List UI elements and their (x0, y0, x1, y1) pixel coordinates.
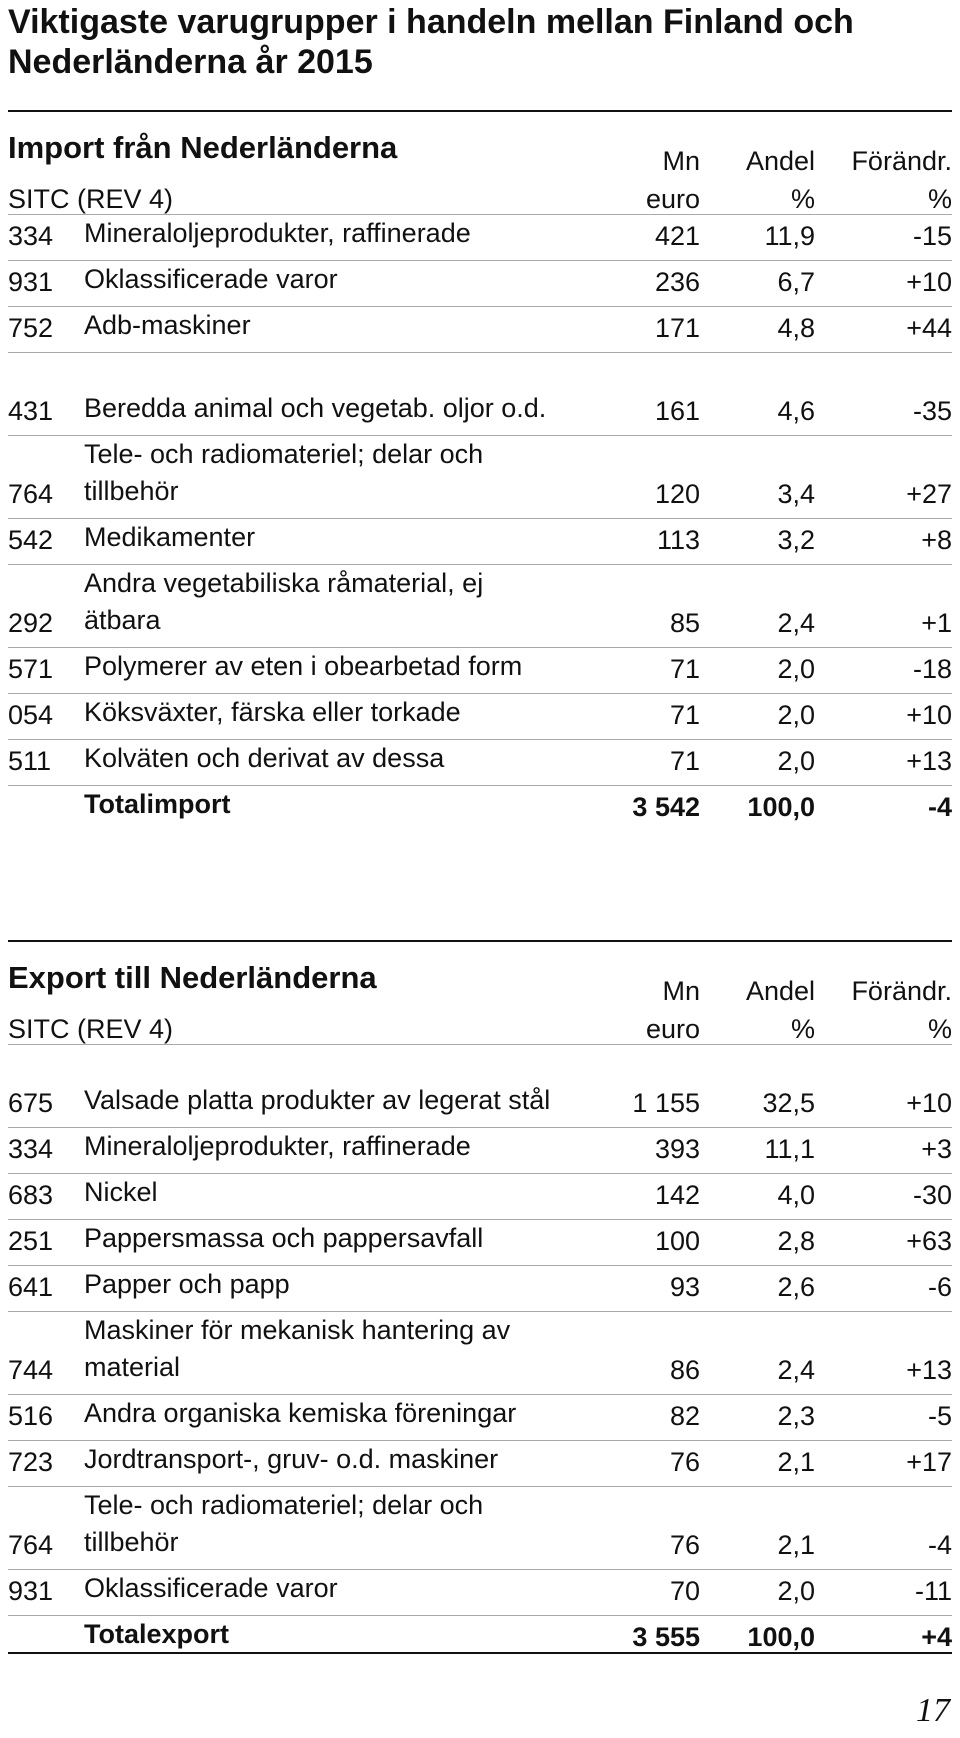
product-description: Beredda animal och vegetab. oljor o.d. (84, 393, 547, 423)
sitc-code: 723 (8, 1447, 54, 1477)
table-row (8, 1127, 952, 1173)
value-change: -6 (927, 1272, 952, 1302)
value-share: 2,1 (777, 1530, 815, 1560)
product-description: Jordtransport-, gruv- o.d. maskiner (84, 1444, 499, 1474)
col-share-label: Andel (745, 976, 815, 1006)
value-change: +13 (906, 746, 952, 776)
value-change: +8 (921, 525, 952, 555)
value-mn-euro: 86 (669, 1355, 700, 1385)
total-share: 100,0 (747, 1622, 815, 1652)
sitc-code: 251 (8, 1226, 54, 1256)
import-table-header (8, 128, 952, 214)
value-mn-euro: 82 (669, 1401, 700, 1431)
value-share: 6,7 (777, 267, 815, 297)
table-row (8, 1486, 952, 1569)
value-share: 2,0 (777, 700, 815, 730)
product-description: Polymerer av eten i obearbetad form (84, 651, 523, 681)
sitc-code: 516 (8, 1401, 54, 1431)
total-change: +4 (921, 1622, 952, 1652)
value-share: 4,0 (777, 1180, 815, 1210)
export-rows (8, 1044, 952, 1661)
product-description: Tele- och radiomateriel; delar och tillbehör (84, 1490, 484, 1557)
total-row (8, 1615, 952, 1661)
table-row (8, 1569, 952, 1615)
sitc-code: 764 (8, 479, 54, 509)
total-mn-euro: 3 542 (632, 792, 700, 822)
export-table (8, 958, 952, 1661)
value-mn-euro: 100 (654, 1226, 700, 1256)
value-mn-euro: 120 (654, 479, 700, 509)
value-change: +27 (906, 479, 952, 509)
value-change: -18 (912, 654, 952, 684)
sitc-label: SITC (REV 4) (8, 1014, 174, 1044)
product-description: Köksväxter, färska eller torkade (84, 697, 461, 727)
table-row (8, 306, 952, 352)
product-description: Oklassificerade varor (84, 1573, 338, 1603)
value-share: 3,4 (777, 479, 815, 509)
col-change-label: Förändr. (851, 146, 952, 176)
product-description: Mineraloljeprodukter, raffinerade (84, 1131, 471, 1161)
value-change: +10 (906, 1088, 952, 1118)
value-share: 4,6 (777, 396, 815, 426)
sitc-code: 752 (8, 313, 54, 343)
col-change-unit: % (927, 1014, 952, 1044)
value-change: +10 (906, 700, 952, 730)
product-description: Pappersmassa och pappersavfall (84, 1223, 484, 1253)
value-change: -35 (912, 396, 952, 426)
value-change: +3 (921, 1134, 952, 1164)
export-heading: Export till Nederländerna (8, 960, 377, 995)
value-mn-euro: 70 (669, 1576, 700, 1606)
sitc-label: SITC (REV 4) (8, 184, 174, 214)
table-row (8, 435, 952, 518)
table-row (8, 1044, 952, 1127)
product-description: Valsade platta produkter av legerat stål (84, 1085, 551, 1115)
value-change: +13 (906, 1355, 952, 1385)
product-description: Kolväten och derivat av dessa (84, 743, 445, 773)
export-table-header (8, 958, 952, 1044)
sitc-code: 764 (8, 1530, 54, 1560)
value-mn-euro: 142 (654, 1180, 700, 1210)
sitc-code: 641 (8, 1272, 54, 1302)
col-share-unit: % (790, 184, 815, 214)
product-description: Nickel (84, 1177, 158, 1207)
product-description: Mineraloljeprodukter, raffinerade (84, 218, 471, 248)
sitc-code: 542 (8, 525, 54, 555)
value-change: +44 (906, 313, 952, 343)
sitc-code: 683 (8, 1180, 54, 1210)
sitc-code: 334 (8, 221, 54, 251)
product-description: Andra vegetabiliska råmaterial, ej ätbara (84, 568, 484, 635)
value-share: 2,0 (777, 654, 815, 684)
value-mn-euro: 76 (669, 1447, 700, 1477)
value-mn-euro: 236 (654, 267, 700, 297)
table-row (8, 564, 952, 647)
col-mn-label: Mn (662, 976, 700, 1006)
table-row (8, 260, 952, 306)
product-description: Adb-maskiner (84, 310, 251, 340)
value-mn-euro: 71 (669, 700, 700, 730)
sitc-code: 054 (8, 700, 54, 730)
value-share: 32,5 (762, 1088, 815, 1118)
value-change: +10 (906, 267, 952, 297)
sitc-code: 292 (8, 608, 54, 638)
import-rows (8, 214, 952, 831)
value-change: +17 (906, 1447, 952, 1477)
sitc-code: 511 (8, 746, 52, 776)
value-mn-euro: 71 (669, 746, 700, 776)
product-description: Papper och papp (84, 1269, 290, 1299)
col-change-label: Förändr. (851, 976, 952, 1006)
value-mn-euro: 171 (654, 313, 700, 343)
value-share: 3,2 (777, 525, 815, 555)
table-row (8, 693, 952, 739)
col-mn-label: Mn (662, 146, 700, 176)
col-change-unit: % (927, 184, 952, 214)
table-row (8, 1394, 952, 1440)
bottom-rule (8, 1652, 952, 1654)
value-mn-euro: 393 (654, 1134, 700, 1164)
value-mn-euro: 85 (669, 608, 700, 638)
value-mn-euro: 421 (654, 221, 700, 251)
sitc-code: 431 (8, 396, 54, 426)
total-label: Totalimport (84, 789, 231, 819)
value-mn-euro: 161 (654, 396, 700, 426)
value-share: 2,3 (777, 1401, 815, 1431)
product-description: Tele- och radiomateriel; delar och tillbehör (84, 439, 484, 506)
total-row (8, 785, 952, 831)
import-table (8, 128, 952, 831)
value-change: -5 (927, 1401, 952, 1431)
value-share: 4,8 (777, 313, 815, 343)
value-change: -4 (927, 1530, 952, 1560)
product-description: Maskiner för mekanisk hantering av material (84, 1315, 511, 1382)
product-description: Oklassificerade varor (84, 264, 338, 294)
product-description: Medikamenter (84, 522, 256, 552)
col-mn-unit: euro (645, 1014, 700, 1044)
page-title: Viktigaste varugrupper i handeln mellan Finland och Nederländerna år 2015 (8, 3, 854, 81)
value-share: 11,1 (764, 1134, 815, 1164)
table-row (8, 739, 952, 785)
value-change: -30 (912, 1180, 952, 1210)
value-mn-euro: 1 155 (632, 1088, 700, 1118)
sitc-code: 571 (8, 654, 54, 684)
value-mn-euro: 76 (669, 1530, 700, 1560)
table-row (8, 214, 952, 260)
value-change: -15 (912, 221, 952, 251)
table-row (8, 1173, 952, 1219)
table-row (8, 647, 952, 693)
sitc-code: 931 (8, 267, 54, 297)
value-share: 2,6 (777, 1272, 815, 1302)
sitc-code: 744 (8, 1355, 54, 1385)
middle-rule (8, 940, 952, 942)
value-mn-euro: 113 (656, 525, 700, 555)
table-row (8, 1440, 952, 1486)
col-mn-unit: euro (645, 184, 700, 214)
import-heading: Import från Nederländerna (8, 130, 398, 165)
page-number: 17 (916, 1692, 950, 1729)
table-row (8, 352, 952, 435)
value-share: 2,0 (777, 746, 815, 776)
value-mn-euro: 93 (669, 1272, 700, 1302)
value-share: 11,9 (764, 221, 815, 251)
value-change: +1 (921, 608, 952, 638)
sitc-code: 931 (8, 1576, 54, 1606)
value-share: 2,1 (777, 1447, 815, 1477)
col-share-label: Andel (745, 146, 815, 176)
top-rule (8, 110, 952, 112)
value-share: 2,4 (777, 608, 815, 638)
total-share: 100,0 (747, 792, 815, 822)
table-row (8, 1265, 952, 1311)
value-share: 2,8 (777, 1226, 815, 1256)
value-share: 2,0 (777, 1576, 815, 1606)
sitc-code: 334 (8, 1134, 54, 1164)
total-change: -4 (927, 792, 952, 822)
total-label: Totalexport (84, 1619, 230, 1649)
col-share-unit: % (790, 1014, 815, 1044)
value-mn-euro: 71 (669, 654, 700, 684)
product-description: Andra organiska kemiska föreningar (84, 1398, 517, 1428)
value-change: -11 (914, 1576, 952, 1606)
value-change: +63 (906, 1226, 952, 1256)
value-share: 2,4 (777, 1355, 815, 1385)
table-row (8, 518, 952, 564)
table-row (8, 1311, 952, 1394)
total-mn-euro: 3 555 (632, 1622, 700, 1652)
sitc-code: 675 (8, 1088, 54, 1118)
table-row (8, 1219, 952, 1265)
